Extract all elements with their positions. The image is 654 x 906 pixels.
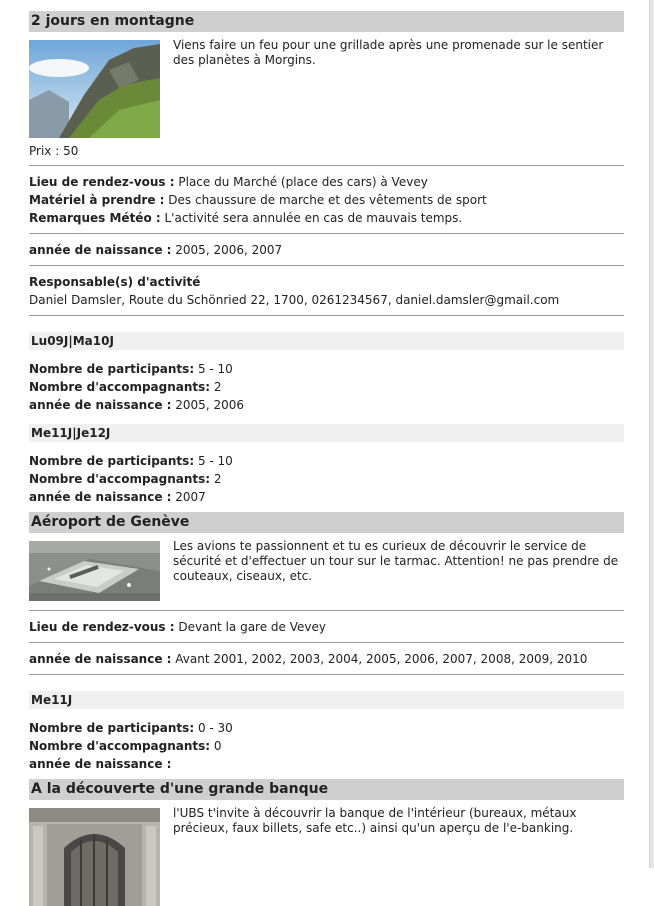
activity-list: [29, 11, 624, 906]
session-block: [29, 424, 624, 506]
birth-year-value: Avant 2001, 2002, 2003, 2004, 2005, 2006, 2007, 2008, 2009, 2010: [175, 652, 588, 666]
participants-label: Nombre de participants:: [29, 454, 195, 468]
session-block: [29, 691, 624, 773]
meeting-point-label: Lieu de rendez-vous :: [29, 175, 175, 189]
weather-remarks-label: Remarques Météo :: [29, 211, 161, 225]
session-days: Me11J|Je12J: [29, 424, 624, 442]
meeting-point-label: Lieu de rendez-vous :: [29, 620, 175, 634]
price-line: [29, 144, 624, 159]
equipment-value: Des chaussure de marche et des vêtements de sport: [168, 193, 487, 207]
session-birth-year-label: année de naissance :: [29, 757, 172, 771]
session-birth-year-line: [29, 488, 624, 506]
birth-year-value: 2005, 2006, 2007: [175, 243, 283, 257]
divider: [29, 610, 624, 611]
session-block: [29, 332, 624, 414]
activity-title: Aéroport de Genève: [29, 512, 624, 533]
equipment-label: Matériel à prendre :: [29, 193, 165, 207]
meeting-point-line: [29, 173, 624, 191]
companions-value: 2: [213, 380, 222, 394]
divider: [29, 265, 624, 266]
participants-line: [29, 452, 624, 470]
price-label: Prix :: [29, 144, 60, 158]
session-birth-year-label: année de naissance :: [29, 490, 172, 504]
meeting-point-value: Place du Marché (place des cars) à Vevey: [178, 175, 428, 189]
birth-year-line: [29, 241, 624, 259]
companions-value: 2: [213, 472, 222, 486]
page-scrollbar[interactable]: [649, 0, 654, 868]
weather-remarks-value: L'activité sera annulée en cas de mauvais temps.: [164, 211, 463, 225]
participants-value: 5 - 10: [197, 362, 233, 376]
session-birth-year-value: 2005, 2006: [175, 398, 244, 412]
activity-card: [29, 512, 624, 773]
session-birth-year-label: année de naissance :: [29, 398, 172, 412]
participants-line: [29, 360, 624, 378]
participants-value: 0 - 30: [197, 721, 233, 735]
activity-title: A la découverte d'une grande banque: [29, 779, 624, 800]
companions-label: Nombre d'accompagnants:: [29, 739, 211, 753]
airport-aerial-photo: [29, 541, 160, 601]
session-days: Lu09J|Ma10J: [29, 332, 624, 350]
equipment-line: [29, 191, 624, 209]
birth-year-label: année de naissance :: [29, 243, 172, 257]
responsible-label: Responsable(s) d'activité: [29, 275, 201, 289]
companions-line: [29, 470, 624, 488]
companions-line: [29, 737, 624, 755]
birth-year-line: [29, 650, 624, 668]
divider: [29, 315, 624, 316]
price-value: 50: [63, 144, 79, 158]
responsible-value: Daniel Damsler, Route du Schönried 22, 1700, 0261234567, daniel.damsler@gmail.com: [29, 293, 560, 307]
companions-label: Nombre d'accompagnants:: [29, 472, 211, 486]
meeting-point-line: [29, 618, 624, 636]
companions-label: Nombre d'accompagnants:: [29, 380, 211, 394]
divider: [29, 674, 624, 675]
bank-building-photo: [29, 808, 160, 906]
activity-title: 2 jours en montagne: [29, 11, 624, 32]
session-birth-year-line: [29, 396, 624, 414]
session-days: Me11J: [29, 691, 624, 709]
divider: [29, 642, 624, 643]
activity-description: l'UBS t'invite à découvrir la banque de l'intérieur (bureaux, métaux précieux, faux billets, safe etc..) ainsi qu'un aperçu de l'e-banking.: [173, 806, 577, 835]
session-birth-year-value: 2007: [175, 490, 206, 504]
activity-card: [29, 11, 624, 506]
session-birth-year-line: [29, 755, 624, 773]
mountain-landscape-photo: [29, 40, 160, 138]
companions-value: 0: [213, 739, 222, 753]
birth-year-label: année de naissance :: [29, 652, 172, 666]
weather-remarks-line: [29, 209, 624, 227]
divider: [29, 165, 624, 166]
participants-line: [29, 719, 624, 737]
meeting-point-value: Devant la gare de Vevey: [178, 620, 326, 634]
activity-description: Viens faire un feu pour une grillade après une promenade sur le sentier des planètes à Morgins.: [173, 38, 604, 67]
participants-label: Nombre de participants:: [29, 721, 195, 735]
participants-label: Nombre de participants:: [29, 362, 195, 376]
activity-description: Les avions te passionnent et tu es curieux de découvrir le service de sécurité et d'effectuer un tour sur le tarmac. Attention! ne pas prendre de couteaux, ciseaux, etc.: [173, 539, 619, 583]
activity-card: [29, 779, 624, 906]
participants-value: 5 - 10: [197, 454, 233, 468]
divider: [29, 233, 624, 234]
companions-line: [29, 378, 624, 396]
